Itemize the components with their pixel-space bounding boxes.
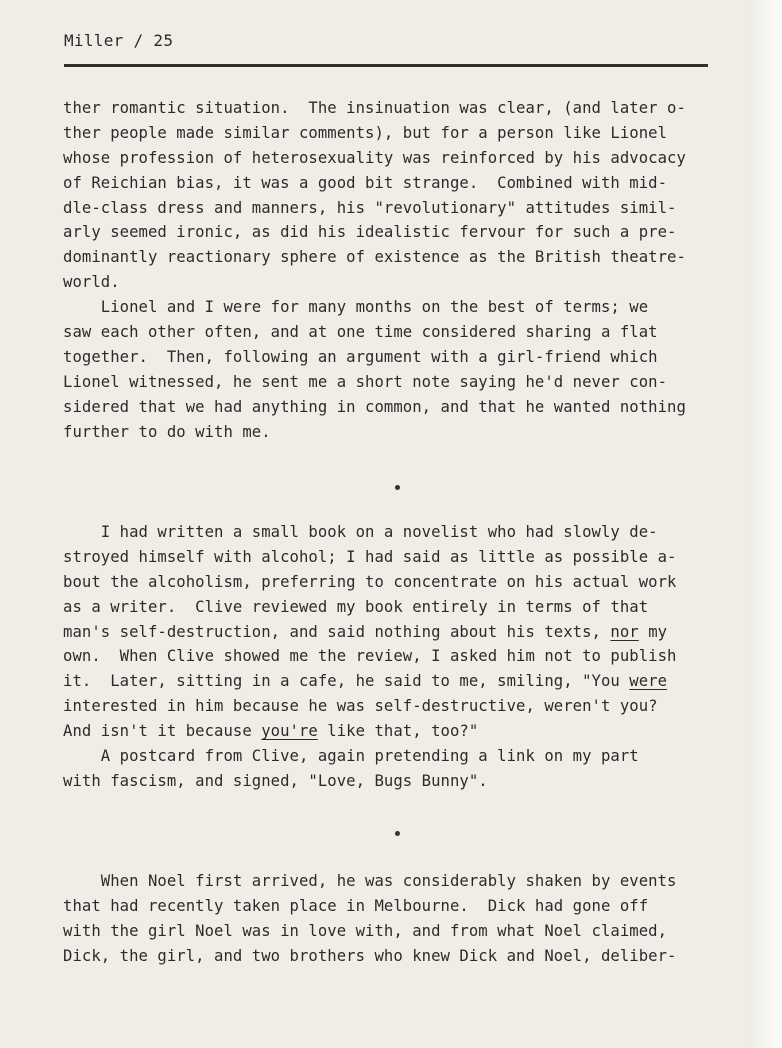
underlined-text: were — [629, 672, 668, 691]
text-segment: And isn't it because — [63, 722, 262, 741]
text-segment: ther people made similar comments), but for a person like Lionel — [63, 123, 668, 142]
text-segment: with the girl Noel was in love with, and from what Noel claimed, — [63, 921, 668, 940]
text-segment: Lionel witnessed, he sent me a short note saying he'd never con- — [63, 372, 668, 391]
text-line — [63, 944, 733, 969]
text-segment: sidered that we had anything in common, and that he wanted nothing — [63, 397, 686, 416]
text-segment: as a writer. Clive reviewed my book entirely in terms of that — [63, 597, 649, 616]
text-segment: own. When Clive showed me the review, I asked him not to publish — [63, 647, 677, 666]
text-line — [63, 620, 733, 645]
text-segment: it. Later, sitting in a cafe, he said to me, smiling, "You — [63, 672, 630, 691]
underlined-text: you're — [261, 722, 318, 741]
text-line — [63, 320, 733, 345]
text-line — [63, 420, 733, 445]
text-line — [63, 744, 733, 769]
text-segment: bout the alcoholism, preferring to concentrate on his actual work — [63, 572, 677, 591]
text-segment: dominantly reactionary sphere of existence as the British theatre- — [63, 248, 686, 267]
text-segment: saw each other often, and at one time considered sharing a flat — [63, 323, 658, 342]
text-line — [63, 869, 733, 894]
text-segment: interested in him because he was self-destructive, weren't you? — [63, 697, 658, 716]
section-separator-dot — [395, 831, 400, 836]
text-line — [63, 146, 733, 171]
text-line — [63, 769, 733, 794]
text-segment: Lionel and I were for many months on the best of terms; we — [63, 298, 649, 317]
text-segment: dle-class dress and manners, his "revolutionary" attitudes simil- — [63, 198, 677, 217]
text-line — [63, 570, 733, 595]
text-segment: man's self-destruction, and said nothing about his texts, — [63, 622, 611, 641]
text-line — [63, 96, 733, 121]
header-rule — [64, 64, 708, 67]
text-line — [63, 894, 733, 919]
text-segment: together. Then, following an argument with a girl-friend which — [63, 347, 658, 366]
text-segment: of Reichian bias, it was a good bit strange. Combined with mid- — [63, 173, 668, 192]
text-line — [63, 669, 733, 694]
text-line — [63, 694, 733, 719]
text-segment: with fascism, and signed, "Love, Bugs Bunny". — [63, 771, 488, 790]
text-segment: world. — [63, 273, 120, 292]
page-header: Miller / 25 — [64, 31, 174, 50]
text-segment: ther romantic situation. The insinuation was clear, (and later o- — [63, 99, 686, 117]
text-segment: arly seemed ironic, as did his idealistic fervour for such a pre- — [63, 223, 677, 242]
text-line — [63, 719, 733, 744]
text-line — [63, 196, 733, 221]
text-segment: that had recently taken place in Melbourne. Dick had gone off — [63, 896, 649, 915]
text-segment: my — [638, 622, 668, 641]
text-line — [63, 295, 733, 320]
text-line — [63, 171, 733, 196]
text-line — [63, 595, 733, 620]
paper-edge-shadow — [748, 0, 782, 1048]
text-line — [63, 345, 733, 370]
text-line — [63, 395, 733, 420]
underlined-text: nor — [610, 622, 639, 641]
text-line — [63, 919, 733, 944]
text-line — [63, 121, 733, 146]
text-segment: whose profession of heterosexuality was reinforced by his advocacy — [63, 148, 686, 167]
text-line — [63, 644, 733, 669]
text-line — [63, 270, 733, 295]
text-line — [63, 220, 733, 245]
text-segment: A postcard from Clive, again pretending a link on my part — [63, 747, 639, 766]
section-separator-dot — [395, 485, 400, 490]
text-line — [63, 545, 733, 570]
text-segment: further to do with me. — [63, 422, 271, 441]
text-segment: I had written a small book on a novelist who had slowly de- — [63, 523, 658, 541]
text-section-1 — [63, 96, 733, 444]
text-line — [63, 520, 733, 545]
text-segment: Dick, the girl, and two brothers who knew Dick and Noel, deliber- — [63, 946, 677, 965]
text-section-3 — [63, 869, 733, 969]
text-segment: When Noel first arrived, he was considerably shaken by events — [63, 872, 677, 890]
text-segment: stroyed himself with alcohol; I had said as little as possible a- — [63, 547, 677, 566]
text-line — [63, 370, 733, 395]
text-line — [63, 245, 733, 270]
text-section-2 — [63, 520, 733, 794]
text-segment: like that, too?" — [317, 722, 479, 741]
